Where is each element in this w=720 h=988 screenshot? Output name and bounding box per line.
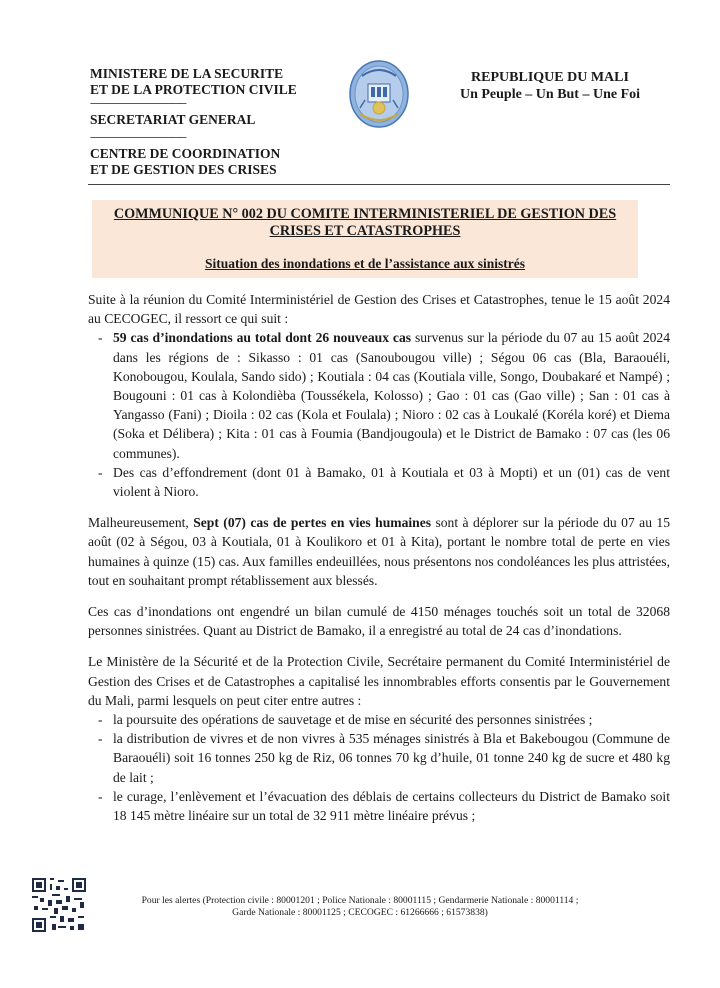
document-body bbox=[88, 290, 670, 837]
losses-highlight: Sept (07) cas de pertes en vies humaines bbox=[193, 515, 432, 531]
list-item: - le curage, l’enlèvement et l’évacuation des déblais de certains collecteurs du District de Bamako soit 18 145 mètre linéaire sur un total de 32 911 mètre linéaire prévus ; bbox=[98, 788, 670, 824]
list-item: - Des cas d’effondrement (dont 01 à Bamako, 01 à Koutiala et 03 à Mopti) et un (01) cas de vent violent à Nioro. bbox=[98, 464, 670, 500]
findings-text: Des cas d’effondrement (dont 01 à Bamako, 01 à Koutiala et 03 à Mopti) et un (01) cas de vent violent à Nioro. bbox=[113, 464, 670, 500]
qr-code-icon[interactable] bbox=[30, 876, 88, 934]
centre-name-line2: ET DE GESTION DES CRISES bbox=[90, 162, 277, 177]
effort-text: la poursuite des opérations de sauvetage et de mise en sécurité des personnes sinistrées ; bbox=[113, 712, 593, 728]
effort-text: le curage, l’enlèvement et l’évacuation des déblais de certains collecteurs du District de Bamako soit 18 145 mètre linéaire sur un total de 32 911 mètre linéaire prévus ; bbox=[113, 788, 670, 824]
ministry-paragraph: Le Ministère de la Sécurité et de la Protection Civile, Secrétaire permanent du Comité Interministériel de Gestion des Crises et de Catastrophes a capitalisé les innombrables efforts consentis par le Gouvernement du Mali, parmi lesquels on peut citer entre autres : bbox=[88, 654, 670, 708]
header-right bbox=[455, 69, 645, 103]
losses-paragraph bbox=[88, 513, 670, 590]
country-name: REPUBLIQUE DU MALI bbox=[471, 70, 629, 85]
footer-alert-numbers bbox=[110, 895, 610, 919]
findings-list bbox=[88, 328, 670, 501]
footer-line1: Pour les alertes (Protection civile : 80001201 ; Police Nationale : 80001115 ; Gendarmerie Nationale : 80001114 ; bbox=[141, 895, 579, 906]
ministry-name-line2: ET DE LA PROTECTION CIVILE bbox=[90, 82, 297, 97]
losses-prefix: Malheureusement, bbox=[88, 515, 194, 531]
list-item: - la distribution de vivres et de non vivres à 535 ménages sinistrés à Bla et Bakebougou (Commune de Baraouéli) soit 16 tonnes 250 kg de Riz, 06 tonnes 70 kg d’huile, 01 tonne 240 kg de sucre et 480 kg de lait ; bbox=[98, 731, 670, 785]
secretariat: SECRETARIAT GENERAL bbox=[90, 112, 256, 127]
ministry-name-line1: MINISTERE DE LA SECURITE bbox=[90, 66, 284, 81]
list-item: - la poursuite des opérations de sauvetage et de mise en sécurité des personnes sinistrées ; bbox=[98, 712, 593, 728]
findings-highlight: 59 cas d’inondations au total dont 26 nouveaux cas bbox=[113, 330, 412, 346]
country-motto: Un Peuple – Un But – Une Foi bbox=[459, 87, 641, 102]
header-left bbox=[90, 66, 320, 178]
separator: ------------------------------------ bbox=[90, 131, 186, 143]
findings-text: survenus sur la période du 07 au 15 août 2024 dans les régions de : Sikasso : 01 cas (Sanoubougou ville) ; Ségou 06 cas (Bla, Baraouéli, Konobougou, Koulala, Sando sido) ; Koutiala : 04 cas (Koutiala ville, Songo, Doubakaré et Nampé) ; Bougouni : 01 cas à Kolondièba (Toussékela, Kolosso) ; Gao : 01 cas (Gao ville) ; San : 01 cas à Yangasso (Fani) ; Dioila : 02 cas (Kola et Foulala) ; Nioro : 02 cas à Loukalé (Koréla koré) et Diema (Soka et Délibera) ; Kita : 01 cas à Foumia (Bandjougoula) et le District de Bamako : 07 cas (les 06 communes). bbox=[113, 330, 671, 461]
efforts-list bbox=[88, 710, 670, 825]
list-item: - 59 cas d’inondations au total dont 26 nouveaux cas survenus sur la période du 07 au 15 août 2024 dans les régions de : Sikasso : 01 cas (Sanoubougou ville) ; Ségou 06 cas (Bla, Baraouéli, Konobougou, Koulala, Sando sido) ; Koutiala : 04 cas (Koutiala ville, Songo, Doubakaré et Nampé) ; Bougouni : 01 cas à Kolondièba (Toussékela, Kolosso) ; Gao : 01 cas (Gao ville) ; San : 01 cas à Yangasso (Fani) ; Dioila : 02 cas (Kola et Foulala) ; Nioro : 02 cas à Loukalé (Koréla koré) et Diema (Soka et Délibera) ; Kita : 01 cas à Foumia (Bandjougoula) et le District de Bamako : 07 cas (les 06 communes). bbox=[98, 330, 671, 461]
coat-of-arms-icon bbox=[348, 56, 410, 128]
header-divider bbox=[88, 184, 670, 185]
footer-line2: Garde Nationale : 80001125 ; CECOGEC : 61266666 ; 61573838) bbox=[232, 907, 488, 918]
centre-name-line1: CENTRE DE COORDINATION bbox=[90, 146, 281, 161]
communique-title: COMMUNIQUE N° 002 DU COMITE INTERMINISTERIEL DE GESTION DES CRISES ET CATASTROPHES bbox=[113, 206, 617, 239]
intro-paragraph: Suite à la réunion du Comité Interministériel de Gestion des Crises et Catastrophes, tenue le 15 août 2024 au CECOGEC, il ressort ce qui suit : bbox=[88, 292, 670, 327]
totals-paragraph: Ces cas d’inondations ont engendré un bilan cumulé de 4150 ménages touchés soit un total de 32068 personnes sinistrées. Quant au District de Bamako, il a enregistré au total de 24 cas d’inondations. bbox=[88, 604, 670, 639]
communique-subtitle: Situation des inondations et de l’assistance aux sinistrés bbox=[205, 256, 525, 271]
losses-text: sont à déplorer sur la période du 07 au 15 août (02 à Ségou, 03 à Koutiala, 01 à Koulikoro et 01 à Kita), portant le nombre total de perte en vies humaines à quinze (15) cas. Aux familles endeuillées, nous présentons nos condoléances les plus attristées, tout en souhaitant prompt rétablissement aux blessés. bbox=[88, 515, 671, 588]
effort-text: la distribution de vivres et de non vivres à 535 ménages sinistrés à Bla et Bakebougou (Commune de Baraouéli) soit 16 tonnes 250 kg de Riz, 06 tonnes 70 kg d’huile, 01 tonne 240 kg de sucre et 480 kg de lait ; bbox=[113, 731, 670, 785]
separator: ------------------------------------ bbox=[90, 97, 186, 109]
